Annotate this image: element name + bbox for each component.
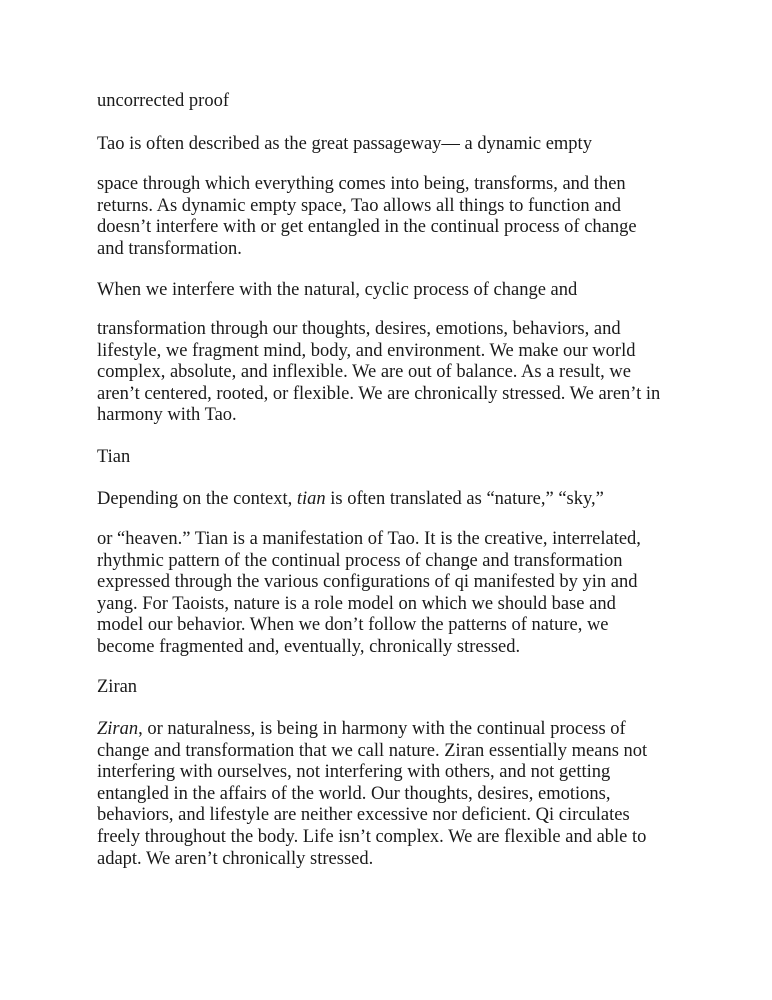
paragraph-line: [97, 489, 687, 511]
section-heading-text: Ziran: [97, 677, 138, 697]
paragraph-text: is often translated as “nature,” “sky,”: [325, 489, 604, 509]
paragraph-line: harmony with Tao.: [97, 405, 237, 426]
paragraph-line: or “heaven.” Tian is a manifestation of Tao. It is the creative, interrelated,: [97, 529, 641, 549]
italic-term: tian: [296, 489, 326, 509]
paragraph-line: change and transformation that we call nature. Ziran essentially means not: [97, 740, 648, 761]
paragraph-line: behaviors, and lifestyle are neither excessive nor deficient. Qi circulates: [97, 805, 630, 826]
paragraph-line: entangled in the affairs of the world. Our thoughts, desires, emotions,: [97, 783, 611, 804]
paragraph-line: doesn’t interfere with or get entangled in the continual process of change: [97, 217, 637, 238]
paragraph-line: yang. For Taoists, nature is a role model on which we should base and: [97, 593, 616, 614]
paragraph-line: Tao is often described as the great passageway— a dynamic empty: [97, 134, 592, 154]
section-heading-text: Tian: [97, 447, 131, 467]
paragraph-2: [97, 174, 687, 260]
paragraph-line: become fragmented and, eventually, chronically stressed.: [97, 636, 521, 657]
paragraph-line: model our behavior. When we don’t follow the patterns of nature, we: [97, 615, 609, 636]
paragraph-line: freely throughout the body. Life isn’t complex. We are flexible and able to: [97, 826, 647, 847]
section-heading-ziran: [97, 677, 687, 699]
section-heading-tian: [97, 447, 687, 469]
paragraph-text: , or naturalness, is being in harmony with the continual process of: [138, 719, 626, 739]
italic-term: Ziran: [97, 719, 139, 739]
paragraph-line: rhythmic pattern of the continual process of change and transformation: [97, 550, 623, 571]
paragraph-line: lifestyle, we fragment mind, body, and environment. We make our world: [97, 340, 636, 361]
paragraph-1: [97, 134, 687, 156]
paragraph-line: complex, absolute, and inflexible. We are out of balance. As a result, we: [97, 362, 631, 383]
paragraph-line: expressed through the various configurations of qi manifested by yin and: [97, 572, 638, 593]
paragraph-line: interfering with ourselves, not interfering with others, and not getting: [97, 762, 611, 783]
paragraph-line: transformation through our thoughts, desires, emotions, behaviors, and: [97, 319, 621, 339]
paragraph-7: [97, 719, 687, 870]
paragraph-3: [97, 280, 687, 302]
proof-header-text: uncorrected proof: [97, 91, 230, 111]
paragraph-4: [97, 319, 687, 427]
paragraph-line: When we interfere with the natural, cyclic process of change and: [97, 280, 578, 300]
paragraph-line: [97, 719, 687, 741]
paragraph-text: Depending on the context,: [97, 489, 297, 509]
paragraph-6: [97, 529, 687, 659]
paragraph-line: and transformation.: [97, 238, 242, 259]
paragraph-line: returns. As dynamic empty space, Tao allows all things to function and: [97, 195, 621, 216]
paragraph-5: [97, 489, 687, 511]
paragraph-line: space through which everything comes into being, transforms, and then: [97, 174, 626, 194]
paragraph-line: aren’t centered, rooted, or flexible. We are chronically stressed. We aren’t in: [97, 383, 661, 404]
paragraph-line: adapt. We aren’t chronically stressed.: [97, 848, 374, 869]
proof-header: [97, 91, 687, 113]
